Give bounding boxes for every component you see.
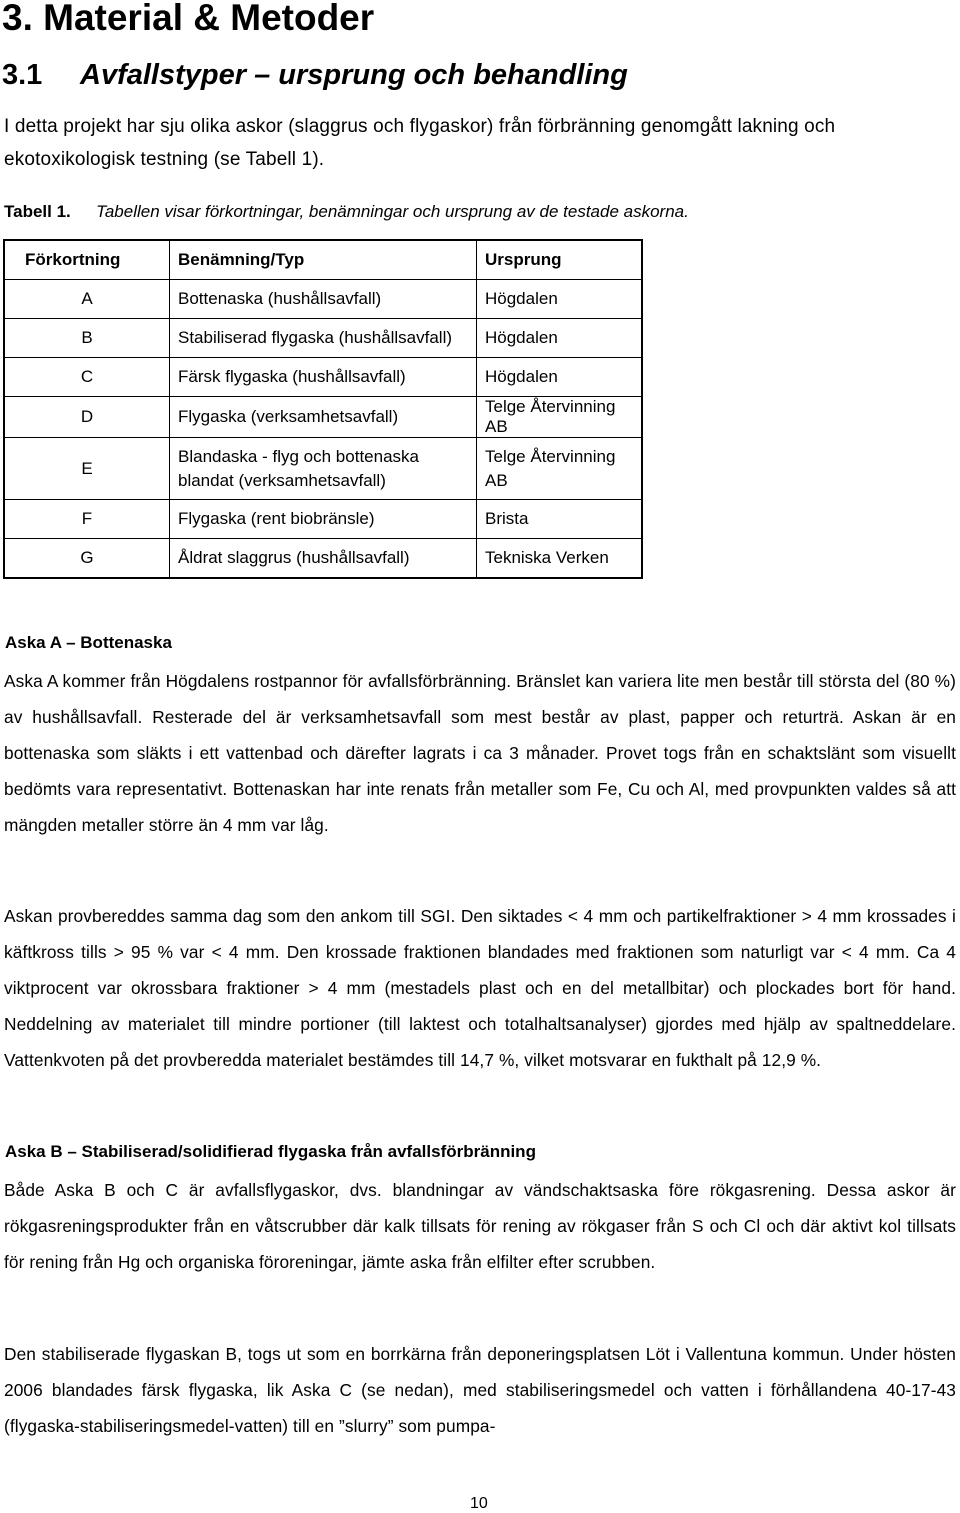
cell-abbreviation: C <box>4 358 170 397</box>
aska-a-paragraph-2: Askan provbereddes samma dag som den ankom till SGI. Den siktades < 4 mm och partikelfraktioner > 4 mm krossades i käftkross tills > 95 % var < 4 mm. Den krossade fraktionen blandades med fraktionen som naturligt var < 4 mm. Ca 4 viktprocent var okrossbara fraktioner > 4 mm (mestadels plast och en del metallbitar) och plockades bort för hand. Neddelning av materialet till mindre portioner (till laktest och totalhaltsanalyser) gjordes med hjälp av spaltneddelare. Vattenkvoten på det provberedda materialet bestämdes till 14,7 %, vilket motsvarar en fukthalt på 12,9 %. <box>4 906 956 1070</box>
ash-types-table <box>3 239 643 579</box>
cell-type: Flygaska (verksamhetsavfall) <box>170 397 477 438</box>
cell-type: Blandaska - flyg och bottenaska blandat (verksamhetsavfall) <box>170 438 477 500</box>
cell-type: Stabiliserad flygaska (hushållsavfall) <box>170 319 477 358</box>
cell-abbreviation: B <box>4 319 170 358</box>
table-row <box>4 358 642 397</box>
table-header-row <box>4 240 642 280</box>
cell-type: Flygaska (rent biobränsle) <box>170 500 477 539</box>
cell-abbreviation: D <box>4 397 170 438</box>
cell-origin: Tekniska Verken <box>477 539 643 579</box>
table-row <box>4 500 642 539</box>
aska-b-paragraph-2: Den stabiliserade flygaskan B, togs ut som en borrkärna från deponeringsplatsen Löt i Vallentuna kommun. Under hösten 2006 blandades färsk flygaska, lik Aska C (se nedan), med stabiliseringsmedel och vatten i förhållandena 40-17-43 (flygaska-stabiliseringsmedel-vatten) till en ”slurry” som pumpa- <box>4 1344 956 1436</box>
cell-type: Bottenaska (hushållsavfall) <box>170 280 477 319</box>
header-origin: Ursprung <box>477 240 643 280</box>
chapter-heading: 3. Material & Metoder <box>2 0 375 38</box>
cell-origin: Brista <box>477 500 643 539</box>
caption-text: Tabellen visar förkortningar, benämningar och ursprung av de testade askorna. <box>96 202 689 221</box>
table-row <box>4 280 642 319</box>
aska-b-paragraph-1: Både Aska B och C är avfallsflygaskor, dvs. blandningar av vändschaktsaska före rökgasrening. Dessa askor är rökgasreningsprodukter från en våtscrubber där kalk tillsats för rening av rökgaser från S och Cl och där aktivt kol tillsats för rening från Hg och organiska föroreningar, jämte aska från elfilter efter scrubben. <box>4 1180 956 1272</box>
cell-abbreviation: F <box>4 500 170 539</box>
cell-type: Färsk flygaska (hushållsavfall) <box>170 358 477 397</box>
cell-origin: Högdalen <box>477 319 643 358</box>
cell-abbreviation: E <box>4 438 170 500</box>
aska-a-paragraph-1: Aska A kommer från Högdalens rostpannor för avfallsförbränning. Bränslet kan variera lite men består till största del (80 %) av hushållsavfall. Resterade del är verksamhetsavfall som mest består av plast, papper och returträ. Askan är en bottenaska som släkts i ett vattenbad och därefter lagrats i ca 3 månader. Provet togs från en schaktslänt som visuellt bedömts vara representativt. Bottenaskan har inte renats från metaller som Fe, Cu och Al, med provpunkten valdes så att mängden metaller större än 4 mm var låg. <box>4 671 956 835</box>
cell-origin: Telge Återvinning AB <box>477 438 643 500</box>
section-heading <box>2 59 628 92</box>
aska-a-heading: Aska A – Bottenaska <box>5 633 172 652</box>
cell-type: Åldrat slaggrus (hushållsavfall) <box>170 539 477 579</box>
section-number: 3.1 <box>2 59 43 91</box>
aska-b-heading: Aska B – Stabiliserad/solidifierad flygaska från avfallsförbränning <box>5 1142 536 1161</box>
cell-origin: Högdalen <box>477 280 643 319</box>
section-title: Avfallstyper – ursprung och behandling <box>80 59 628 91</box>
header-type: Benämning/Typ <box>170 240 477 280</box>
cell-abbreviation: G <box>4 539 170 579</box>
cell-origin: Högdalen <box>477 358 643 397</box>
table-row <box>4 319 642 358</box>
table-row <box>4 438 642 500</box>
table-row <box>4 397 642 438</box>
cell-abbreviation: A <box>4 280 170 319</box>
page-number: 10 <box>470 1495 488 1512</box>
table-row <box>4 539 642 579</box>
cell-origin: Telge Återvinning AB <box>477 397 643 438</box>
header-abbreviation: Förkortning <box>4 240 170 280</box>
table-caption <box>4 202 689 222</box>
intro-paragraph: I detta projekt har sju olika askor (slaggrus och flygaskor) från förbränning genomgått lakning och ekotoxikologisk testning (se Tabell 1). <box>4 116 836 170</box>
caption-label: Tabell 1. <box>4 202 71 221</box>
